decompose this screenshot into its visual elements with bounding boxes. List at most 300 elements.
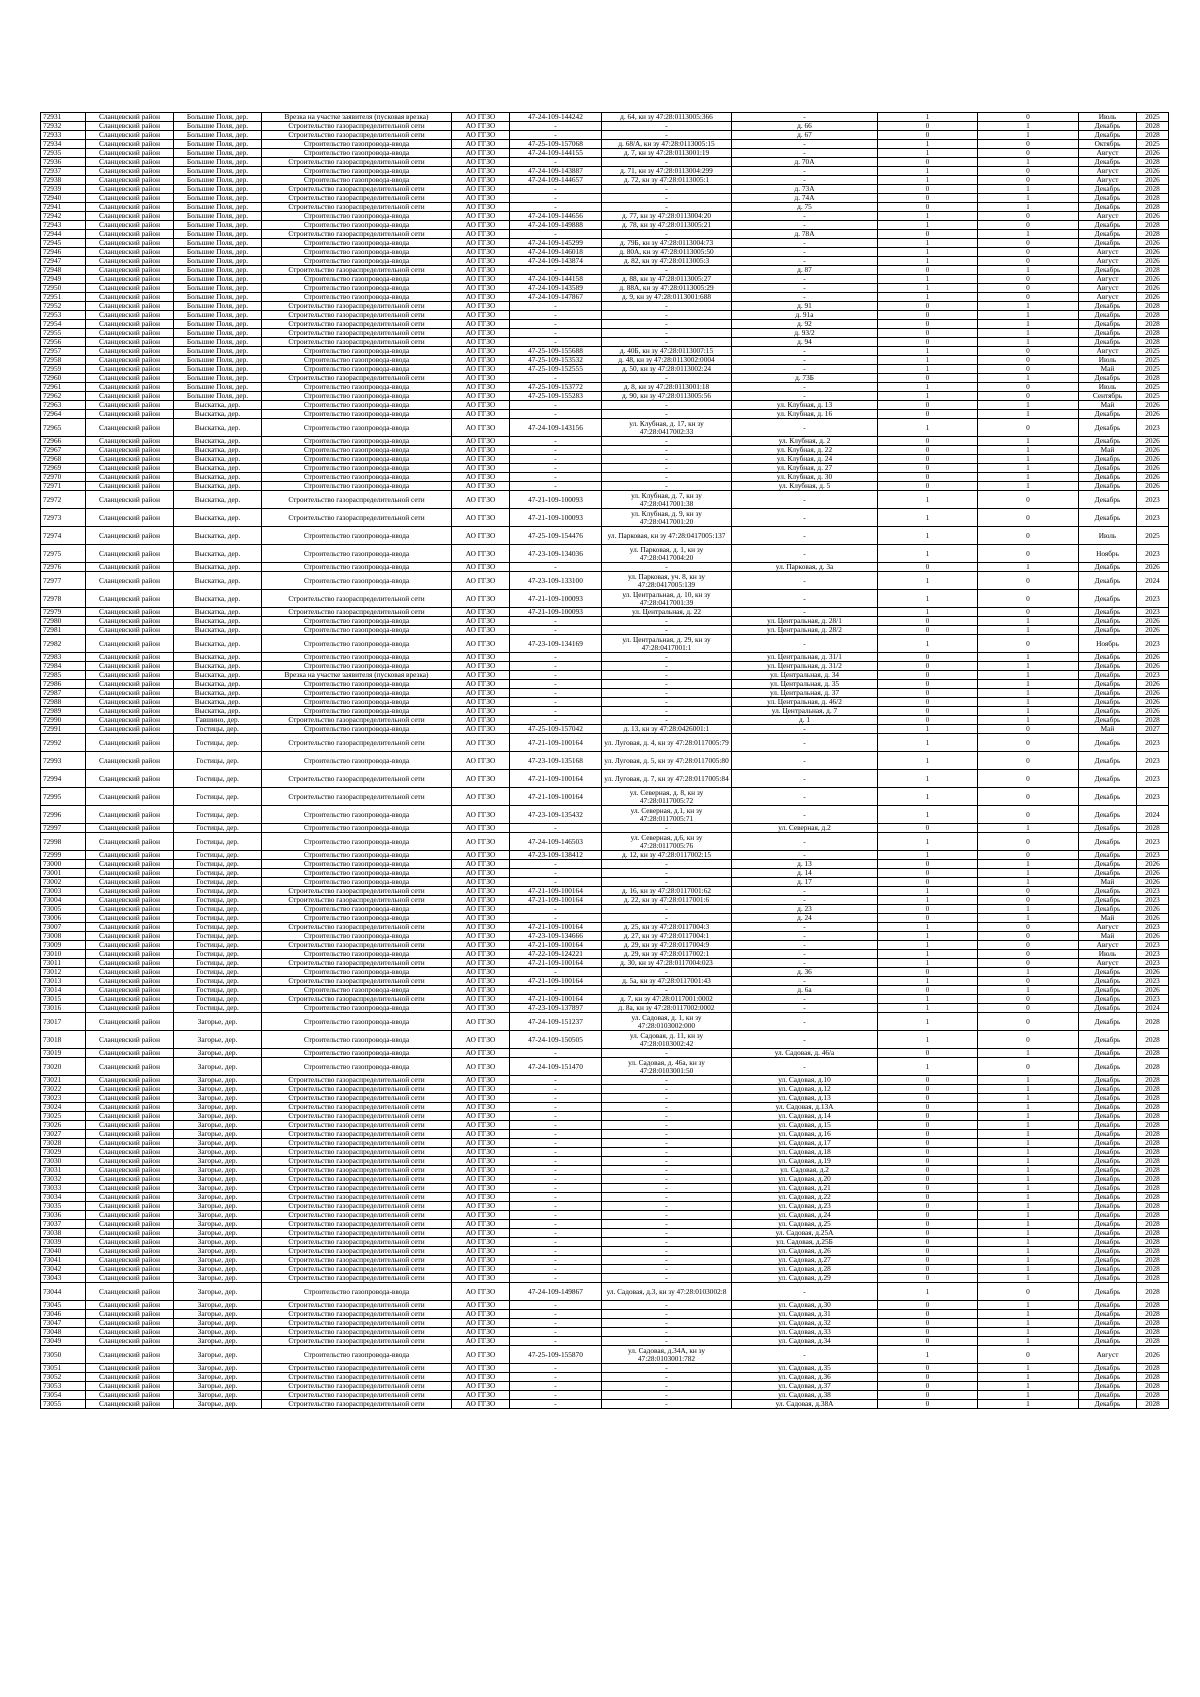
flag2-cell: 1 bbox=[978, 662, 1079, 671]
work-type-cell: Строительство газопровода-ввода bbox=[262, 347, 452, 356]
application-number-cell: 47-21-109-100093 bbox=[510, 491, 602, 509]
cadastral-address-cell: д. 8а, кн зу 47:28:0117002:0002 bbox=[602, 1004, 732, 1013]
settlement-cell: Гостицы, дер. bbox=[174, 896, 262, 905]
table-row bbox=[41, 896, 1169, 905]
flag1-cell: 0 bbox=[878, 464, 978, 473]
cadastral-address-cell: - bbox=[602, 824, 732, 833]
organization-cell: АО ГГЗО bbox=[452, 167, 510, 176]
flag1-cell: 1 bbox=[878, 977, 978, 986]
flag1-cell: 1 bbox=[878, 419, 978, 437]
cadastral-address-cell: ул. Центральная, д. 10, кн зу 47:28:0417001:39 bbox=[602, 590, 732, 608]
row-number-cell: 73003 bbox=[41, 887, 86, 896]
flag1-cell: 1 bbox=[878, 734, 978, 752]
month-cell: Декабрь bbox=[1079, 1256, 1137, 1265]
district-cell: Сланцевский район bbox=[86, 1373, 174, 1382]
settlement-cell: Выскатка, дер. bbox=[174, 608, 262, 617]
application-number-cell: 47-24-109-150505 bbox=[510, 1031, 602, 1049]
year-cell: 2028 bbox=[1137, 320, 1169, 329]
month-cell: Декабрь bbox=[1079, 1211, 1137, 1220]
settlement-cell: Большие Поля, дер. bbox=[174, 365, 262, 374]
application-number-cell: - bbox=[510, 410, 602, 419]
settlement-cell: Загорье, дер. bbox=[174, 1220, 262, 1229]
work-type-cell: Строительство газораспределительной сети bbox=[262, 896, 452, 905]
cadastral-address-cell: - bbox=[602, 320, 732, 329]
year-cell: 2023 bbox=[1137, 590, 1169, 608]
year-cell: 2026 bbox=[1137, 437, 1169, 446]
year-cell: 2028 bbox=[1137, 1400, 1169, 1409]
row-number-cell: 73024 bbox=[41, 1103, 86, 1112]
month-cell: Декабрь bbox=[1079, 689, 1137, 698]
address-cell: - bbox=[732, 932, 878, 941]
work-type-cell: Строительство газораспределительной сети bbox=[262, 1157, 452, 1166]
address-cell: ул. Клубная, д. 5 bbox=[732, 482, 878, 491]
table-row bbox=[41, 257, 1169, 266]
flag1-cell: 0 bbox=[878, 338, 978, 347]
flag2-cell: 0 bbox=[978, 608, 1079, 617]
row-number-cell: 73021 bbox=[41, 1076, 86, 1085]
work-type-cell: Строительство газопровода-ввода bbox=[262, 806, 452, 824]
address-cell: - bbox=[732, 248, 878, 257]
year-cell: 2028 bbox=[1137, 1391, 1169, 1400]
work-type-cell: Строительство газопровода-ввода bbox=[262, 392, 452, 401]
application-number-cell: 47-21-109-100164 bbox=[510, 977, 602, 986]
district-cell: Сланцевский район bbox=[86, 545, 174, 563]
work-type-cell: Строительство газопровода-ввода bbox=[262, 356, 452, 365]
settlement-cell: Выскатка, дер. bbox=[174, 662, 262, 671]
application-number-cell: - bbox=[510, 968, 602, 977]
settlement-cell: Загорье, дер. bbox=[174, 1319, 262, 1328]
district-cell: Сланцевский район bbox=[86, 1139, 174, 1148]
settlement-cell: Гостицы, дер. bbox=[174, 977, 262, 986]
table-row bbox=[41, 509, 1169, 527]
table-row bbox=[41, 707, 1169, 716]
year-cell: 2026 bbox=[1137, 914, 1169, 923]
flag1-cell: 0 bbox=[878, 968, 978, 977]
flag2-cell: 1 bbox=[978, 1238, 1079, 1247]
cadastral-address-cell: - bbox=[602, 437, 732, 446]
year-cell: 2026 bbox=[1137, 698, 1169, 707]
flag1-cell: 0 bbox=[878, 1220, 978, 1229]
year-cell: 2023 bbox=[1137, 671, 1169, 680]
organization-cell: АО ГГЗО bbox=[452, 1076, 510, 1085]
row-number-cell: 72948 bbox=[41, 266, 86, 275]
cadastral-address-cell: д. 80А, кн зу 47:28:0113005:50 bbox=[602, 248, 732, 257]
year-cell: 2028 bbox=[1137, 338, 1169, 347]
work-type-cell: Строительство газопровода-ввода bbox=[262, 653, 452, 662]
work-type-cell: Строительство газораспределительной сети bbox=[262, 1139, 452, 1148]
settlement-cell: Гостицы, дер. bbox=[174, 770, 262, 788]
month-cell: Декабрь bbox=[1079, 968, 1137, 977]
organization-cell: АО ГГЗО bbox=[452, 410, 510, 419]
flag1-cell: 0 bbox=[878, 1202, 978, 1211]
cadastral-address-cell: - bbox=[602, 410, 732, 419]
application-number-cell: 47-21-109-100093 bbox=[510, 608, 602, 617]
cadastral-address-cell: ул. Садовая, д.34А, кн зу 47:28:0103001:782 bbox=[602, 1346, 732, 1364]
table-row bbox=[41, 689, 1169, 698]
district-cell: Сланцевский район bbox=[86, 824, 174, 833]
year-cell: 2028 bbox=[1137, 311, 1169, 320]
settlement-cell: Гавшино, дер. bbox=[174, 716, 262, 725]
flag2-cell: 1 bbox=[978, 1310, 1079, 1319]
table-row bbox=[41, 239, 1169, 248]
application-number-cell: - bbox=[510, 131, 602, 140]
table-row bbox=[41, 959, 1169, 968]
year-cell: 2028 bbox=[1137, 1175, 1169, 1184]
year-cell: 2028 bbox=[1137, 158, 1169, 167]
year-cell: 2028 bbox=[1137, 194, 1169, 203]
district-cell: Сланцевский район bbox=[86, 257, 174, 266]
work-type-cell: Строительство газопровода-ввода bbox=[262, 626, 452, 635]
flag2-cell: 1 bbox=[978, 374, 1079, 383]
table-row bbox=[41, 338, 1169, 347]
flag1-cell: 0 bbox=[878, 653, 978, 662]
row-number-cell: 73013 bbox=[41, 977, 86, 986]
cadastral-address-cell: - bbox=[602, 185, 732, 194]
table-row bbox=[41, 662, 1169, 671]
application-number-cell: 47-24-109-151470 bbox=[510, 1058, 602, 1076]
district-cell: Сланцевский район bbox=[86, 527, 174, 545]
organization-cell: АО ГГЗО bbox=[452, 914, 510, 923]
table-row bbox=[41, 923, 1169, 932]
settlement-cell: Выскатка, дер. bbox=[174, 482, 262, 491]
application-number-cell: - bbox=[510, 1364, 602, 1373]
flag1-cell: 1 bbox=[878, 635, 978, 653]
organization-cell: АО ГГЗО bbox=[452, 347, 510, 356]
work-type-cell: Строительство газопровода-ввода bbox=[262, 950, 452, 959]
organization-cell: АО ГГЗО bbox=[452, 941, 510, 950]
organization-cell: АО ГГЗО bbox=[452, 257, 510, 266]
flag2-cell: 0 bbox=[978, 347, 1079, 356]
address-cell: д. 67 bbox=[732, 131, 878, 140]
organization-cell: АО ГГЗО bbox=[452, 1148, 510, 1157]
month-cell: Декабрь bbox=[1079, 338, 1137, 347]
district-cell: Сланцевский район bbox=[86, 1211, 174, 1220]
application-number-cell: 47-24-109-143887 bbox=[510, 167, 602, 176]
row-number-cell: 73005 bbox=[41, 905, 86, 914]
cadastral-address-cell: - bbox=[602, 986, 732, 995]
month-cell: Декабрь bbox=[1079, 1157, 1137, 1166]
district-cell: Сланцевский район bbox=[86, 896, 174, 905]
settlement-cell: Большие Поля, дер. bbox=[174, 338, 262, 347]
month-cell: Декабрь bbox=[1079, 572, 1137, 590]
table-row bbox=[41, 1238, 1169, 1247]
flag2-cell: 1 bbox=[978, 131, 1079, 140]
cadastral-address-cell: - bbox=[602, 1166, 732, 1175]
address-cell: д. 1 bbox=[732, 716, 878, 725]
cadastral-address-cell: - bbox=[602, 131, 732, 140]
work-type-cell: Строительство газораспределительной сети bbox=[262, 1301, 452, 1310]
row-number-cell: 73039 bbox=[41, 1238, 86, 1247]
flag1-cell: 0 bbox=[878, 824, 978, 833]
application-number-cell: - bbox=[510, 626, 602, 635]
district-cell: Сланцевский район bbox=[86, 752, 174, 770]
application-number-cell: - bbox=[510, 1166, 602, 1175]
flag2-cell: 0 bbox=[978, 239, 1079, 248]
application-number-cell: - bbox=[510, 1103, 602, 1112]
year-cell: 2028 bbox=[1137, 1103, 1169, 1112]
settlement-cell: Гостицы, дер. bbox=[174, 932, 262, 941]
settlement-cell: Выскатка, дер. bbox=[174, 626, 262, 635]
month-cell: Август bbox=[1079, 275, 1137, 284]
work-type-cell: Строительство газопровода-ввода bbox=[262, 1013, 452, 1031]
address-cell: ул. Садовая, д.10 bbox=[732, 1076, 878, 1085]
settlement-cell: Выскатка, дер. bbox=[174, 437, 262, 446]
table-row bbox=[41, 284, 1169, 293]
year-cell: 2026 bbox=[1137, 482, 1169, 491]
row-number-cell: 72963 bbox=[41, 401, 86, 410]
flag2-cell: 0 bbox=[978, 995, 1079, 1004]
row-number-cell: 73054 bbox=[41, 1391, 86, 1400]
work-type-cell: Строительство газораспределительной сети bbox=[262, 329, 452, 338]
year-cell: 2027 bbox=[1137, 725, 1169, 734]
address-cell: - bbox=[732, 167, 878, 176]
year-cell: 2026 bbox=[1137, 563, 1169, 572]
work-type-cell: Строительство газопровода-ввода bbox=[262, 248, 452, 257]
organization-cell: АО ГГЗО bbox=[452, 806, 510, 824]
cadastral-address-cell: ул. Северная, д.1, кн зу 47:28:0117005:71 bbox=[602, 806, 732, 824]
settlement-cell: Гостицы, дер. bbox=[174, 869, 262, 878]
flag2-cell: 1 bbox=[978, 1328, 1079, 1337]
row-number-cell: 72999 bbox=[41, 851, 86, 860]
row-number-cell: 72981 bbox=[41, 626, 86, 635]
work-type-cell: Строительство газопровода-ввода bbox=[262, 824, 452, 833]
district-cell: Сланцевский район bbox=[86, 1094, 174, 1103]
year-cell: 2026 bbox=[1137, 662, 1169, 671]
address-cell: - bbox=[732, 1013, 878, 1031]
month-cell: Август bbox=[1079, 284, 1137, 293]
organization-cell: АО ГГЗО bbox=[452, 392, 510, 401]
organization-cell: АО ГГЗО bbox=[452, 1049, 510, 1058]
district-cell: Сланцевский район bbox=[86, 887, 174, 896]
cadastral-address-cell: - bbox=[602, 563, 732, 572]
year-cell: 2025 bbox=[1137, 383, 1169, 392]
flag1-cell: 0 bbox=[878, 1265, 978, 1274]
settlement-cell: Загорье, дер. bbox=[174, 1049, 262, 1058]
flag2-cell: 1 bbox=[978, 1265, 1079, 1274]
cadastral-address-cell: - bbox=[602, 1229, 732, 1238]
flag1-cell: 0 bbox=[878, 230, 978, 239]
address-cell: д. 92 bbox=[732, 320, 878, 329]
row-number-cell: 72985 bbox=[41, 671, 86, 680]
month-cell: Декабрь bbox=[1079, 410, 1137, 419]
organization-cell: АО ГГЗО bbox=[452, 455, 510, 464]
settlement-cell: Гостицы, дер. bbox=[174, 995, 262, 1004]
settlement-cell: Выскатка, дер. bbox=[174, 419, 262, 437]
cadastral-address-cell: д. 16, кн зу 47:28:0117001:62 bbox=[602, 887, 732, 896]
application-number-cell: 47-21-109-100164 bbox=[510, 788, 602, 806]
settlement-cell: Загорье, дер. bbox=[174, 1238, 262, 1247]
district-cell: Сланцевский район bbox=[86, 176, 174, 185]
address-cell: - bbox=[732, 1283, 878, 1301]
address-cell: д. 36 bbox=[732, 968, 878, 977]
district-cell: Сланцевский район bbox=[86, 1337, 174, 1346]
district-cell: Сланцевский район bbox=[86, 716, 174, 725]
table-row bbox=[41, 626, 1169, 635]
district-cell: Сланцевский район bbox=[86, 293, 174, 302]
month-cell: Декабрь bbox=[1079, 1400, 1137, 1409]
cadastral-address-cell: - bbox=[602, 1220, 732, 1229]
table-row bbox=[41, 167, 1169, 176]
settlement-cell: Выскатка, дер. bbox=[174, 689, 262, 698]
settlement-cell: Выскатка, дер. bbox=[174, 410, 262, 419]
application-number-cell: 47-24-109-144242 bbox=[510, 113, 602, 122]
month-cell: Декабрь bbox=[1079, 1265, 1137, 1274]
district-cell: Сланцевский район bbox=[86, 311, 174, 320]
application-number-cell: - bbox=[510, 680, 602, 689]
table-row bbox=[41, 1094, 1169, 1103]
application-number-cell: - bbox=[510, 302, 602, 311]
cadastral-address-cell: - bbox=[602, 194, 732, 203]
year-cell: 2026 bbox=[1137, 149, 1169, 158]
month-cell: Декабрь bbox=[1079, 1112, 1137, 1121]
district-cell: Сланцевский район bbox=[86, 410, 174, 419]
month-cell: Декабрь bbox=[1079, 1364, 1137, 1373]
application-number-cell: - bbox=[510, 464, 602, 473]
settlement-cell: Большие Поля, дер. bbox=[174, 221, 262, 230]
cadastral-address-cell: - bbox=[602, 455, 732, 464]
settlement-cell: Большие Поля, дер. bbox=[174, 194, 262, 203]
cadastral-address-cell: д. 78, кн зу 47:28:0113005:21 bbox=[602, 221, 732, 230]
settlement-cell: Загорье, дер. bbox=[174, 1247, 262, 1256]
row-number-cell: 72967 bbox=[41, 446, 86, 455]
application-number-cell: - bbox=[510, 1328, 602, 1337]
address-cell: ул. Садовая, д.36 bbox=[732, 1373, 878, 1382]
table-row bbox=[41, 401, 1169, 410]
month-cell: Май bbox=[1079, 401, 1137, 410]
row-number-cell: 73043 bbox=[41, 1274, 86, 1283]
flag2-cell: 1 bbox=[978, 1157, 1079, 1166]
district-cell: Сланцевский район bbox=[86, 473, 174, 482]
organization-cell: АО ГГЗО bbox=[452, 905, 510, 914]
application-number-cell: 47-24-109-146503 bbox=[510, 833, 602, 851]
flag1-cell: 0 bbox=[878, 1094, 978, 1103]
organization-cell: АО ГГЗО bbox=[452, 140, 510, 149]
cadastral-address-cell: д. 22, кн зу 47:28:0117001:6 bbox=[602, 896, 732, 905]
month-cell: Октябрь bbox=[1079, 140, 1137, 149]
year-cell: 2028 bbox=[1137, 1337, 1169, 1346]
month-cell: Декабрь bbox=[1079, 1229, 1137, 1238]
table-row bbox=[41, 329, 1169, 338]
month-cell: Май bbox=[1079, 446, 1137, 455]
application-number-cell: 47-25-109-153532 bbox=[510, 356, 602, 365]
flag1-cell: 0 bbox=[878, 905, 978, 914]
district-cell: Сланцевский район bbox=[86, 266, 174, 275]
table-row bbox=[41, 1076, 1169, 1085]
year-cell: 2028 bbox=[1137, 302, 1169, 311]
address-cell: - bbox=[732, 977, 878, 986]
table-row bbox=[41, 419, 1169, 437]
cadastral-address-cell: - bbox=[602, 1238, 732, 1247]
month-cell: Декабрь bbox=[1079, 311, 1137, 320]
flag1-cell: 1 bbox=[878, 725, 978, 734]
work-type-cell: Строительство газораспределительной сети bbox=[262, 788, 452, 806]
district-cell: Сланцевский район bbox=[86, 1202, 174, 1211]
settlement-cell: Выскатка, дер. bbox=[174, 509, 262, 527]
district-cell: Сланцевский район bbox=[86, 365, 174, 374]
month-cell: Декабрь bbox=[1079, 563, 1137, 572]
table-row bbox=[41, 545, 1169, 563]
application-number-cell: - bbox=[510, 320, 602, 329]
month-cell: Декабрь bbox=[1079, 1220, 1137, 1229]
flag2-cell: 1 bbox=[978, 1337, 1079, 1346]
year-cell: 2026 bbox=[1137, 275, 1169, 284]
organization-cell: АО ГГЗО bbox=[452, 284, 510, 293]
month-cell: Декабрь bbox=[1079, 590, 1137, 608]
cadastral-address-cell: - bbox=[602, 626, 732, 635]
application-number-cell: 47-23-109-137897 bbox=[510, 1004, 602, 1013]
year-cell: 2024 bbox=[1137, 572, 1169, 590]
flag2-cell: 1 bbox=[978, 1373, 1079, 1382]
organization-cell: АО ГГЗО bbox=[452, 365, 510, 374]
work-type-cell: Строительство газопровода-ввода bbox=[262, 707, 452, 716]
year-cell: 2026 bbox=[1137, 707, 1169, 716]
work-type-cell: Строительство газопровода-ввода bbox=[262, 140, 452, 149]
address-cell: - bbox=[732, 140, 878, 149]
settlement-cell: Выскатка, дер. bbox=[174, 653, 262, 662]
year-cell: 2023 bbox=[1137, 509, 1169, 527]
district-cell: Сланцевский район bbox=[86, 221, 174, 230]
table-row bbox=[41, 437, 1169, 446]
district-cell: Сланцевский район bbox=[86, 1247, 174, 1256]
flag1-cell: 1 bbox=[878, 284, 978, 293]
organization-cell: АО ГГЗО bbox=[452, 977, 510, 986]
year-cell: 2023 bbox=[1137, 887, 1169, 896]
table-row bbox=[41, 1319, 1169, 1328]
application-number-cell: - bbox=[510, 905, 602, 914]
address-cell: ул. Садовая, д.33 bbox=[732, 1328, 878, 1337]
flag1-cell: 0 bbox=[878, 1184, 978, 1193]
settlement-cell: Большие Поля, дер. bbox=[174, 248, 262, 257]
organization-cell: АО ГГЗО bbox=[452, 680, 510, 689]
row-number-cell: 73044 bbox=[41, 1283, 86, 1301]
month-cell: Декабрь bbox=[1079, 1193, 1137, 1202]
settlement-cell: Загорье, дер. bbox=[174, 1184, 262, 1193]
application-number-cell: 47-25-109-154476 bbox=[510, 527, 602, 545]
flag1-cell: 0 bbox=[878, 1130, 978, 1139]
row-number-cell: 72989 bbox=[41, 707, 86, 716]
application-number-cell: - bbox=[510, 473, 602, 482]
table-row bbox=[41, 131, 1169, 140]
row-number-cell: 73009 bbox=[41, 941, 86, 950]
table-row bbox=[41, 374, 1169, 383]
cadastral-address-cell: ул. Луговая, д. 7, кн зу 47:28:0117005:84 bbox=[602, 770, 732, 788]
organization-cell: АО ГГЗО bbox=[452, 320, 510, 329]
row-number-cell: 72940 bbox=[41, 194, 86, 203]
settlement-cell: Большие Поля, дер. bbox=[174, 158, 262, 167]
work-type-cell: Строительство газопровода-ввода bbox=[262, 473, 452, 482]
flag1-cell: 0 bbox=[878, 860, 978, 869]
address-cell: - bbox=[732, 212, 878, 221]
year-cell: 2028 bbox=[1137, 329, 1169, 338]
flag2-cell: 1 bbox=[978, 194, 1079, 203]
table-row bbox=[41, 1256, 1169, 1265]
organization-cell: АО ГГЗО bbox=[452, 662, 510, 671]
address-cell: ул. Центральная, д. 28/2 bbox=[732, 626, 878, 635]
flag1-cell: 0 bbox=[878, 662, 978, 671]
table-row bbox=[41, 905, 1169, 914]
cadastral-address-cell: - bbox=[602, 1157, 732, 1166]
settlement-cell: Выскатка, дер. bbox=[174, 572, 262, 590]
year-cell: 2028 bbox=[1137, 1256, 1169, 1265]
row-number-cell: 72959 bbox=[41, 365, 86, 374]
flag2-cell: 1 bbox=[978, 1229, 1079, 1238]
organization-cell: АО ГГЗО bbox=[452, 266, 510, 275]
district-cell: Сланцевский район bbox=[86, 1328, 174, 1337]
application-number-cell: - bbox=[510, 266, 602, 275]
organization-cell: АО ГГЗО bbox=[452, 1283, 510, 1301]
work-type-cell: Строительство газопровода-ввода bbox=[262, 878, 452, 887]
flag2-cell: 0 bbox=[978, 635, 1079, 653]
